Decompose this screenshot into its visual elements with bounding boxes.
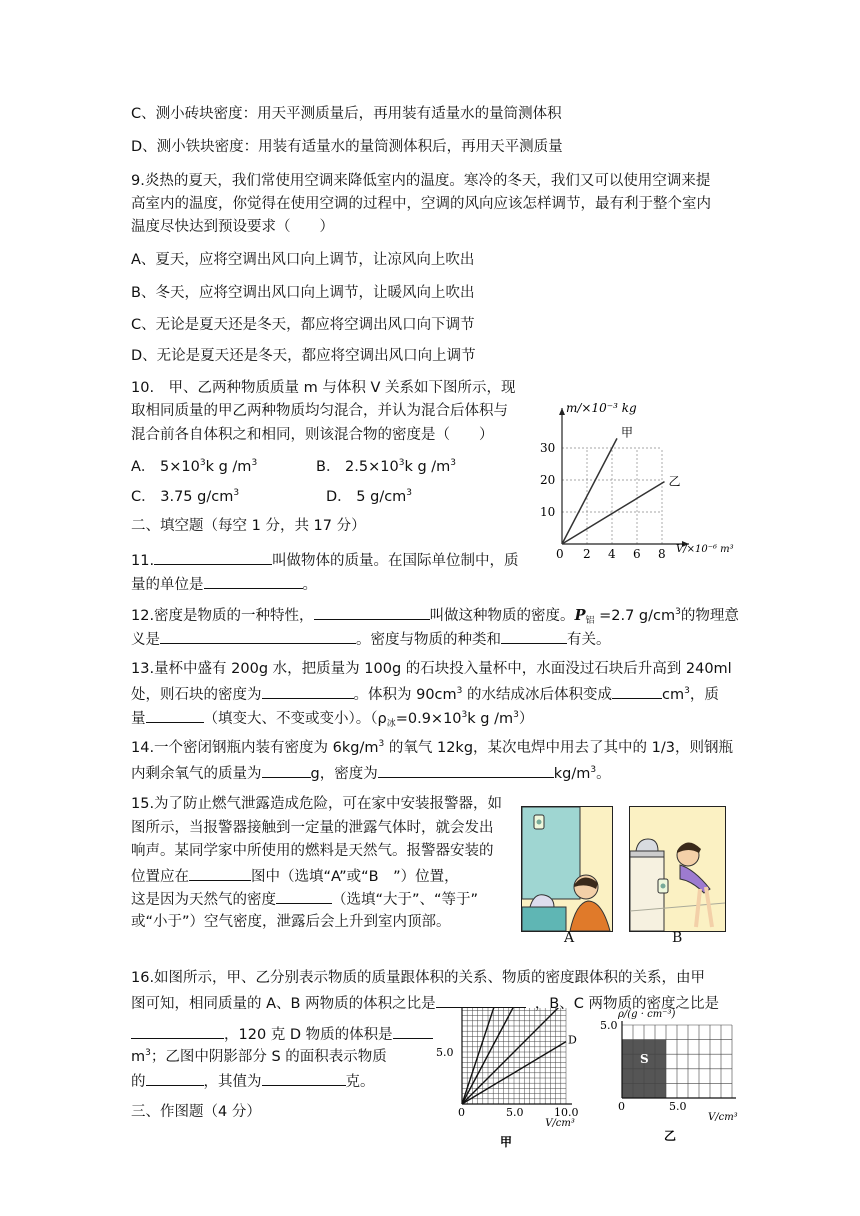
q13-line1: 13.量杯中盛有 200g 水，把质量为 100g 的石块投入量杯中，水面没过石块后升高到 240ml bbox=[131, 661, 732, 677]
scene-a-caption: A bbox=[564, 930, 575, 946]
q9-option-a: A、夏天，应将空调出风口向上调节，让凉风向上吹出 bbox=[131, 252, 475, 268]
q10-stem-line2: 取相同质量的甲乙两种物质均匀混合，并认为混合后体积与 bbox=[131, 403, 508, 419]
x-tick-8: 8 bbox=[658, 547, 666, 558]
q15-line1: 15.为了防止燃气泄露造成危险，可在家中安装报警器，如 bbox=[131, 796, 503, 812]
x-tick-0: 0 bbox=[556, 547, 564, 558]
q16-blank-3[interactable] bbox=[393, 1023, 433, 1039]
scene-b-caption: B bbox=[672, 930, 683, 946]
y-tick-5: 5.0 bbox=[436, 1046, 454, 1059]
q10-stem-line3: 混合前各自体积之和相同，则该混合物的密度是（ ） bbox=[131, 427, 494, 443]
q15-line5: 这是因为天然气的密度 （选填“大于”、“等于” bbox=[131, 888, 478, 910]
q8-option-d: D、测小铁块密度：用装有适量水的量筒测体积后，再用天平测质量 bbox=[131, 139, 563, 155]
scene-b-image bbox=[629, 806, 726, 932]
chart-caption: 乙 bbox=[664, 1129, 677, 1143]
q14-line1: 14.一个密闭钢瓶内装有密度为 $6kg/m^3$ 的氧气 12kg，某次电焊中用去了其中的 1/3，则钢瓶 bbox=[131, 739, 733, 756]
q10-mv-chart bbox=[530, 378, 790, 558]
q9-option-c: C、无论是夏天还是冬天，都应将空调出风口向下调节 bbox=[131, 317, 475, 333]
q10-option-d: D． 5 $g/cm^3$ bbox=[326, 488, 413, 505]
q15-blank-1[interactable] bbox=[189, 865, 251, 881]
q11-line1: 11. 叫做物体的质量。在国际单位制中，质 bbox=[131, 549, 519, 571]
y-tick-10: 10 bbox=[540, 505, 556, 519]
series-line-0 bbox=[562, 438, 617, 544]
q13-blank-2[interactable] bbox=[612, 683, 662, 699]
q9-stem-line3: 温度尽快达到预设要求（ ） bbox=[131, 219, 334, 235]
x-tick-6: 6 bbox=[633, 547, 641, 558]
q12-blank-3[interactable] bbox=[501, 628, 567, 644]
q8-option-c: C、测小砖块密度：用天平测质量后，再用装有适量水的量筒测体积 bbox=[131, 106, 562, 122]
series-label-0: 甲 bbox=[621, 425, 634, 440]
series-label-D: D bbox=[568, 1033, 577, 1047]
q11-line2: 量的单位是 。 bbox=[131, 573, 317, 595]
q16-line2: 图可知，相同质量的 A、B 两物质的体积之比是 ，B、C 两物质的密度之比是 bbox=[131, 992, 719, 1014]
q16-line4: $m^3$；乙图中阴影部分 S 的面积表示物质 bbox=[131, 1048, 387, 1065]
y-axis-label: m/×10⁻³ kg bbox=[566, 401, 637, 415]
chart-caption: 甲 bbox=[500, 1135, 513, 1149]
x-tick-2: 2 bbox=[583, 547, 591, 558]
q14-blank-2[interactable] bbox=[378, 762, 554, 778]
q15-blank-2[interactable] bbox=[276, 888, 332, 904]
x-tick-0: 0 bbox=[458, 1106, 465, 1119]
q16-line5: 的 ，其值为 克。 bbox=[131, 1070, 375, 1092]
y-tick-30: 30 bbox=[540, 441, 556, 455]
scene-a-image bbox=[521, 806, 613, 932]
q9-option-b: B、冬天，应将空调出风口向上调节，让暖风向上吹出 bbox=[131, 285, 475, 301]
q9-stem-line2: 高室内的温度，你觉得在使用空调的过程中，空调的风向应该怎样调节，最有利于整个室内 bbox=[131, 196, 711, 212]
q14-line2: 内剩余氧气的质量为 g，密度为 $kg/m^3$。 bbox=[131, 762, 611, 784]
q16-chart-yi bbox=[598, 1008, 748, 1148]
x-tick-5: 5.0 bbox=[506, 1106, 524, 1119]
q16-blank-5[interactable] bbox=[262, 1070, 346, 1086]
x-axis-label: V/×10⁻⁶ m³ bbox=[676, 544, 734, 555]
x-tick-4: 4 bbox=[608, 547, 616, 558]
shaded-label: S bbox=[640, 1051, 649, 1066]
series-line-1 bbox=[562, 482, 665, 544]
q12-blank-1[interactable] bbox=[314, 604, 430, 620]
q15-line3: 响声。某同学家中所使用的燃料是天然气。报警器安装的 bbox=[131, 843, 494, 859]
q16-blank-4[interactable] bbox=[146, 1070, 204, 1086]
q12-line2: 义是 。密度与物质的种类和 有关。 bbox=[131, 628, 611, 650]
y-axis-label: ρ/(g · cm⁻³) bbox=[618, 1009, 676, 1020]
q13-line3: 量 （填变大、不变或变小）。（$\rho_冰=0.9\times 10^3k$ g $/m^3$） bbox=[131, 707, 533, 729]
x-tick-0: 0 bbox=[618, 1100, 625, 1113]
q10-stem-line1: 10. 甲、乙两种物质质量 m 与体积 V 关系如下图所示，现 bbox=[131, 380, 516, 396]
q10-option-b: B． $2.5\times 10^3k$ g $/m^3$ bbox=[316, 458, 457, 475]
y-axis-arrow bbox=[559, 408, 565, 415]
q16-line3: ，120 克 D 物质的体积是 bbox=[131, 1023, 433, 1045]
x-axis-label: V/cm³ bbox=[545, 1118, 575, 1129]
q15-line4: 位置应在 图中（选填“A”或“B ”）位置， bbox=[131, 865, 459, 887]
x-tick-10: 10.0 bbox=[554, 1106, 579, 1119]
q16-chart-jia bbox=[430, 1008, 580, 1158]
y-tick-20: 20 bbox=[540, 473, 556, 487]
q9-stem-line1: 9.炎热的夏天，我们常使用空调来降低室内的温度。寒冷的冬天，我们又可以使用空调来提 bbox=[131, 173, 711, 189]
series-label-1: 乙 bbox=[668, 474, 681, 489]
q15-line6: 或“小于”）空气密度，泄露后会上升到室内顶部。 bbox=[131, 914, 451, 930]
q13-blank-3[interactable] bbox=[146, 707, 204, 723]
q13-line2: 处，则石块的密度为 。体积为 $90cm^3$ 的水结成冰后体积变成 $cm^3$，质 bbox=[131, 683, 719, 705]
x-axis-label: V/cm³ bbox=[708, 1112, 738, 1123]
q15-line2: 图所示，当报警器接触到一定量的泄露气体时，就会发出 bbox=[131, 820, 494, 836]
section-3-heading: 三、作图题（4 分） bbox=[131, 1104, 261, 1120]
q12-blank-2[interactable] bbox=[160, 628, 356, 644]
q11-blank-1[interactable] bbox=[154, 549, 272, 565]
y-tick-5: 5.0 bbox=[600, 1019, 618, 1032]
q10-option-c: C． 3.75 $g/cm^3$ bbox=[131, 488, 240, 505]
q14-blank-1[interactable] bbox=[262, 762, 311, 778]
q11-blank-2[interactable] bbox=[204, 573, 303, 589]
q16-line1: 16.如图所示，甲、乙分别表示物质的质量跟体积的关系、物质的密度跟体积的关系，由甲 bbox=[131, 970, 706, 986]
x-tick-5: 5.0 bbox=[669, 1100, 687, 1113]
q13-blank-1[interactable] bbox=[262, 683, 354, 699]
q10-option-a: A． $5\times 10^3k$ g $/m^3$ bbox=[131, 458, 258, 475]
q16-blank-1[interactable] bbox=[436, 992, 526, 1008]
q9-option-d: D、无论是夏天还是冬天，都应将空调出风口向上调节 bbox=[131, 348, 476, 364]
section-2-heading: 二、填空题（每空 1 分，共 17 分） bbox=[131, 518, 366, 534]
q12-line1: 12.密度是物质的一种特性， 叫做这种物质的密度。$P_铝 =2.7$ $g/cm^3$的物理意 bbox=[131, 604, 739, 626]
q16-blank-2[interactable] bbox=[131, 1023, 224, 1039]
